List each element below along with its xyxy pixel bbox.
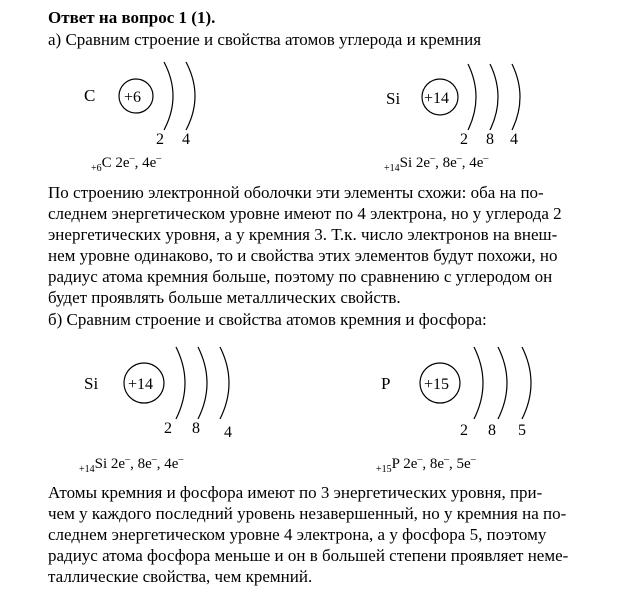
paragraph-b xyxy=(48,482,604,587)
atom-symbol: C xyxy=(84,86,96,105)
shell-electron-count: 4 xyxy=(510,131,518,148)
atom-symbol: Si xyxy=(84,374,99,393)
electron-shell xyxy=(498,347,507,419)
shell-electron-count: 4 xyxy=(182,131,190,148)
shell-electron-count: 2 xyxy=(460,422,468,439)
shell-electron-count: 4 xyxy=(224,424,232,441)
shell-electron-count: 2 xyxy=(156,131,164,148)
shell-electron-count: 5 xyxy=(518,422,526,439)
electron-shell xyxy=(512,64,520,130)
text-line: будет проявлять больше металлических свойств. xyxy=(48,288,401,307)
shell-electron-count: 2 xyxy=(164,420,172,437)
text-line: Атомы кремния и фосфора имеют по 3 энергетических уровня, при- xyxy=(48,483,543,502)
text-line: следнем энергетическом уровне 4 электрона, а у фосфора 5, поэтому xyxy=(48,525,547,544)
electron-shell xyxy=(176,347,185,419)
text-line: радиус атома кремния больше, поэтому по сравнению с углеродом он xyxy=(48,267,553,286)
electron-shell xyxy=(468,64,476,130)
page-title: Ответ на вопрос 1 (1). xyxy=(48,8,216,27)
electron-formula: $_{+14}$Si 2e–, 8e–, 4e– xyxy=(384,153,489,174)
electron-formula: $_{+15}$P 2e–, 8e–, 5e– xyxy=(376,454,476,475)
text-line: таллические свойства, чем кремний. xyxy=(48,567,313,586)
nucleus-charge: +14 xyxy=(424,90,450,107)
nucleus-charge: +15 xyxy=(424,376,450,393)
electron-shell xyxy=(220,347,229,419)
electron-formula: $_{+14}$Si 2e–, 8e–, 4e– xyxy=(79,454,184,475)
atom-symbol: Si xyxy=(386,89,401,108)
section-a-heading: а) Сравним строение и свойства атомов углерода и кремния xyxy=(48,30,482,49)
electron-shell xyxy=(198,347,207,419)
shell-electron-count: 8 xyxy=(488,422,496,439)
atom-symbol: P xyxy=(381,374,391,393)
atom-diagram-phosphorus xyxy=(414,345,564,465)
text-line: нем уровне одинаково, то и свойства этих элементов будут похожи, но xyxy=(48,246,558,265)
electron-formula: $_{+6}$C 2e–, 4e– xyxy=(91,153,162,174)
shell-electron-count: 8 xyxy=(486,131,494,148)
shell-electron-count: 2 xyxy=(460,131,468,148)
atom-diagram-silicon xyxy=(120,345,270,465)
text-line: чем у каждого последний уровень незавершенный, но у кремния на по- xyxy=(48,504,567,523)
electron-shell xyxy=(522,347,531,419)
text-line: энергетических уровня, а у кремния 3. Т.к. число электронов на внеш- xyxy=(48,225,558,244)
electron-shell xyxy=(186,62,195,130)
nucleus-charge: +6 xyxy=(124,89,142,106)
shell-electron-count: 8 xyxy=(192,420,200,437)
electron-shell xyxy=(490,64,498,130)
text-line: радиус атома фосфора меньше и он в большей степени проявляет неме- xyxy=(48,546,569,565)
electron-shell xyxy=(164,62,173,130)
section-b-heading: б) Сравним строение и свойства атомов кремния и фосфора: xyxy=(48,310,487,329)
paragraph-a xyxy=(48,182,604,308)
text-line: следнем энергетическом уровне имеют по 4 электрона, но у углерода 2 xyxy=(48,204,562,223)
electron-shell xyxy=(474,347,483,419)
text-line: По строению электронной оболочки эти элементы схожи: оба на по- xyxy=(48,183,544,202)
nucleus-charge: +14 xyxy=(128,376,154,393)
